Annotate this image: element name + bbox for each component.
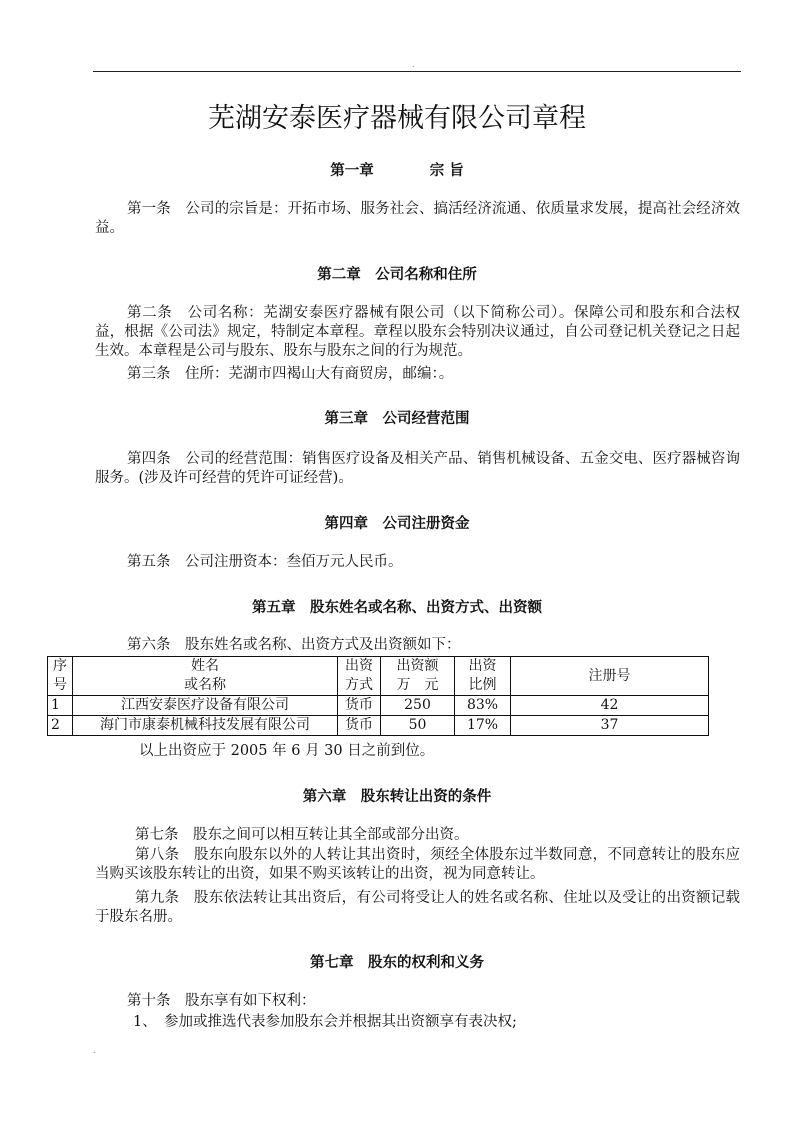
article-9: 第九条 股东依法转让其出资后，有公司将受让人的姓名或名称、住址以及受让的出资额记载于股东名册。 <box>95 890 740 925</box>
article-10-item-1: 1、 参加或推选代表参加股东会并根据其出资额享有表决权; <box>133 1014 517 1030</box>
header-ratio: 出资 比例 <box>455 657 511 696</box>
article-2: 第二条 公司名称：芜湖安泰医疗器械有限公司（以下简称公司）。保障公司和股东和合法权益，根据《公司法》规定，特制定本章程。章程以股东会特别决议通过，自公司登记机关登记之日起生效。本章程是公司与股东、股东与股东之间的行为规范。 <box>95 305 740 359</box>
table-row <box>48 716 709 736</box>
footer-mark: . <box>93 1046 96 1055</box>
table-row <box>48 696 709 716</box>
header-rule <box>93 71 741 72</box>
header-mark: . <box>412 60 415 69</box>
cell-ratio: 83% <box>455 696 511 716</box>
article-5: 第五条 公司注册资本：叁佰万元人民币。 <box>127 554 403 570</box>
cell-seq: 1 <box>48 696 73 716</box>
cell-reg: 37 <box>511 716 709 736</box>
cell-amount: 50 <box>381 716 455 736</box>
cell-name: 江西安泰医疗设备有限公司 <box>73 696 338 716</box>
article-6: 第六条 股东姓名或名称、出资方式及出资额如下： <box>127 637 461 653</box>
cell-method: 货币 <box>338 716 381 736</box>
cell-name: 海门市康泰机械科技发展有限公司 <box>73 716 338 736</box>
cell-amount: 250 <box>381 696 455 716</box>
header-name: 姓名 或名称 <box>73 657 338 696</box>
chapter-1-heading <box>0 159 794 180</box>
chapter-2-heading: 第二章 公司名称和住所 <box>317 266 477 283</box>
shareholder-table <box>47 656 709 736</box>
chapter-3-heading: 第三章 公司经营范围 <box>324 410 470 427</box>
header-amount: 出资额 万 元 <box>381 657 455 696</box>
header-method: 出资 方式 <box>338 657 381 696</box>
chapter-5-heading: 第五章 股东姓名或名称、出资方式、出资额 <box>252 599 542 616</box>
document-title: 芜湖安泰医疗器械有限公司章程 <box>208 103 586 134</box>
article-7: 第七条 股东之间可以相互转让其全部或部分出资。 <box>135 827 469 843</box>
table-note: 以上出资应于 2005 年 6 月 30 日之前到位。 <box>139 743 435 759</box>
chapter-4-heading: 第四章 公司注册资金 <box>324 515 470 532</box>
article-8: 第八条 股东向股东以外的人转让其出资时，须经全体股东过半数同意，不同意转让的股东应当购买该股东转让的出资，如果不购买该转让的出资，视为同意转让。 <box>95 847 740 882</box>
article-10: 第十条 股东享有如下权利： <box>127 993 316 1009</box>
article-3: 第三条 住所：芜湖市四褐山大有商贸房，邮编：。 <box>127 366 454 382</box>
table-header-row <box>48 657 709 696</box>
header-reg: 注册号 <box>511 657 709 696</box>
cell-seq: 2 <box>48 716 73 736</box>
chapter-7-heading: 第七章 股东的权利和义务 <box>310 954 484 971</box>
article-4: 第四条 公司的经营范围：销售医疗设备及相关产品、销售机械设备、五金交电、医疗器械咨询服务。(涉及许可经营的凭许可证经营)。 <box>95 451 740 486</box>
chapter-6-heading: 第六章 股东转让出资的条件 <box>302 788 492 805</box>
chapter-1-number: 第一章 <box>330 162 374 179</box>
cell-reg: 42 <box>511 696 709 716</box>
article-1: 第一条 公司的宗旨是：开拓市场、服务社会、搞活经济流通、依质量求发展，提高社会经济效益。 <box>95 201 740 236</box>
cell-ratio: 17% <box>455 716 511 736</box>
cell-method: 货币 <box>338 696 381 716</box>
chapter-1-name: 宗 旨 <box>429 162 464 179</box>
header-seq: 序 号 <box>48 657 73 696</box>
